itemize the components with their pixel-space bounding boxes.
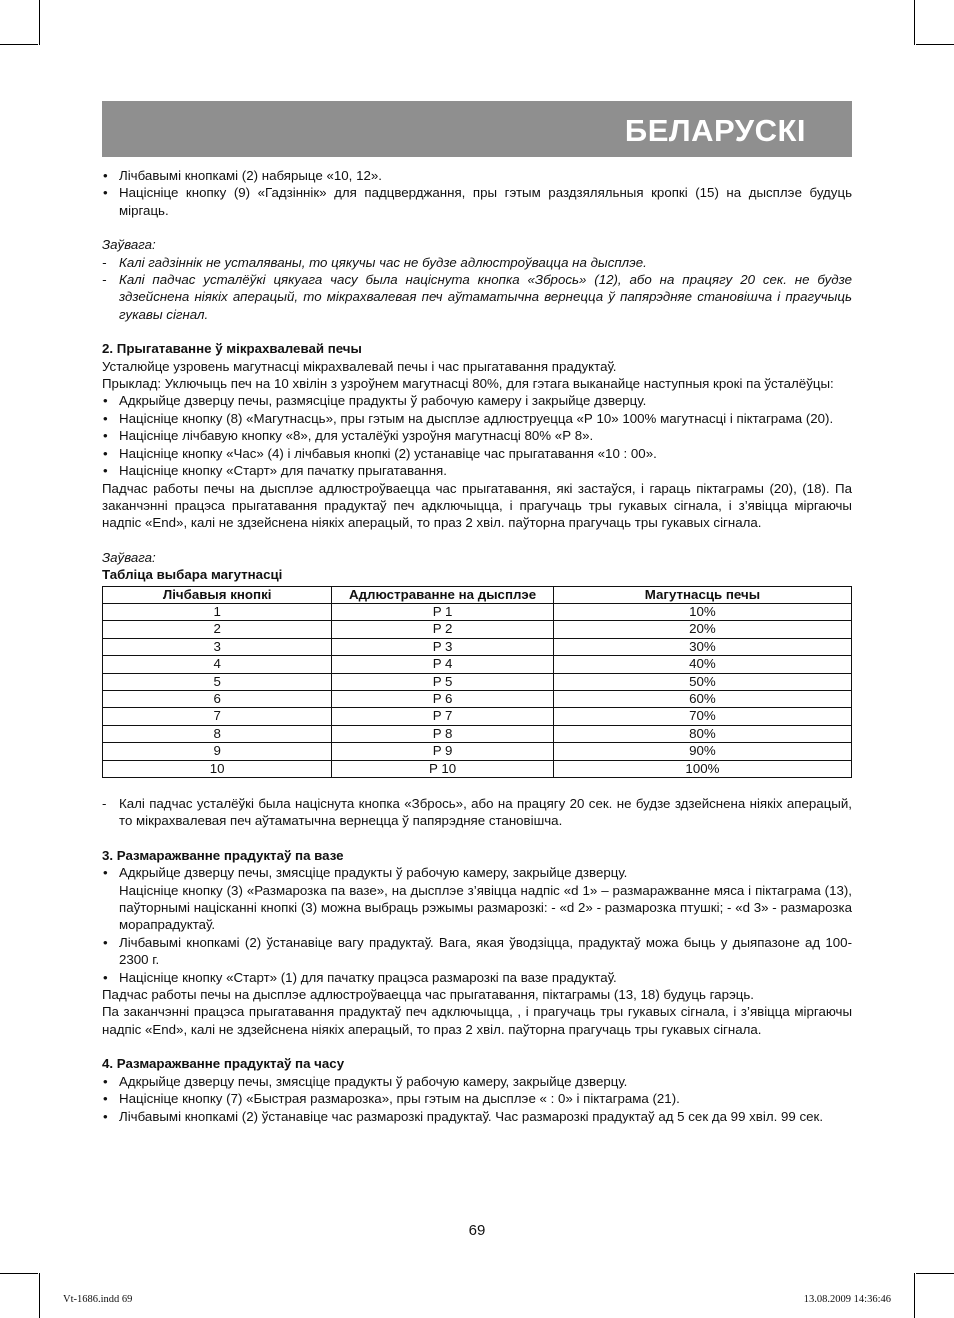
list-item: • Націсніце лічбавую кнопку «8», для усталёўкі узроўня магутнасці 80% «Р 8». — [102, 427, 852, 444]
page-content — [102, 167, 852, 1125]
table-row — [103, 725, 852, 742]
note-list — [102, 254, 852, 324]
footer-timestamp: 13.08.2009 14:36:46 — [803, 1294, 891, 1305]
steps-list — [102, 864, 852, 986]
table-cell: 70% — [553, 708, 851, 725]
section-heading: 2. Прыгатаванне ў мікрахвалевай печы — [102, 341, 362, 357]
crop-mark — [0, 1273, 38, 1274]
table-cell: 30% — [553, 638, 851, 655]
table-row — [103, 656, 852, 673]
section-heading: 4. Размаражванне прадуктаў па часу — [102, 1056, 345, 1072]
section-heading: 3. Размаражванне прадуктаў па вазе — [102, 847, 344, 863]
table-row — [103, 708, 852, 725]
intro-list — [102, 167, 852, 219]
table-row — [103, 638, 852, 655]
table-cell: P 5 — [332, 673, 554, 690]
table-cell: 80% — [553, 725, 851, 742]
table-cell: 50% — [553, 673, 851, 690]
page-number: 69 — [468, 1222, 486, 1239]
list-item — [102, 864, 852, 934]
table-cell: 2 — [103, 621, 332, 638]
steps-list — [102, 392, 852, 479]
list-item: - Калі падчас усталёўкі цякуага часу была націснута кнопка «Збрось» (12), або на працягу 20 сек. не будзе здзейснена ніякіх аперацый, то мікрахвалевая печ аўтаматычна вернецца ў папярэдняе становішча і прагучыць гукавы сігнал. — [102, 271, 852, 323]
table-cell: 9 — [103, 743, 332, 760]
table-cell: 6 — [103, 690, 332, 707]
note-label: Заўвага: — [102, 549, 156, 565]
crop-mark — [916, 44, 954, 45]
table-cell: 60% — [553, 690, 851, 707]
table-cell: 5 — [103, 673, 332, 690]
table-row — [103, 760, 852, 777]
table-header-row — [103, 586, 852, 603]
paragraph: Падчас работы печы на дысплэе адлюстроўваецца час прыгатавання, піктаграмы (13, 18) будуць гарэць. — [102, 987, 754, 1003]
paragraph: Прыклад: Уключыць печ на 10 хвілін з узроўнем магутнасці 80%, для гэтага выканайце наступныя крокі па ўсталёўцы: — [102, 376, 834, 392]
crop-mark — [916, 1273, 954, 1274]
table-note-list — [102, 795, 852, 830]
crop-mark — [39, 0, 40, 45]
note-label: Заўвага: — [102, 237, 156, 253]
table-cell: 20% — [553, 621, 851, 638]
table-cell: P 9 — [332, 743, 554, 760]
list-item: • Націсніце кнопку (7) «Быстрая размарозка», пры гэтым на дысплэе « : 0» і піктаграма (21). — [102, 1090, 852, 1107]
list-item-text: Адкрыйце дзверцу печы, змясціце прадукты ў рабочую камеру, закрыйце дзверцу. — [119, 865, 628, 881]
steps-list — [102, 1073, 852, 1125]
table-cell: P 7 — [332, 708, 554, 725]
table-cell: P 3 — [332, 638, 554, 655]
table-cell: 10% — [553, 603, 851, 620]
paragraph: Па заканчэнні працэса прыгатавання прадуктаў печ адключыцца, , і прагучаць тры гукавых сігнала, і з’явіцца міргаючы надпіс «End», калі не здзейснена ніякіх аперацый, то праз 2 хвіл. паўторна прагучаць тры гукавых сігнала. — [102, 1004, 852, 1037]
table-cell: P 2 — [332, 621, 554, 638]
list-item: • Адкрыйце дзверцу печы, змясціце прадукты ў рабочую камеру, закрыйце дзверцу. — [102, 1073, 852, 1090]
power-table — [102, 586, 852, 778]
table-cell: 1 — [103, 603, 332, 620]
table-cell: P 6 — [332, 690, 554, 707]
table-title: Табліца выбара магутнасці — [102, 567, 283, 583]
table-cell: 10 — [103, 760, 332, 777]
paragraph: Падчас работы печы на дысплэе адлюстроўваецца час прыгатавання, які застаўся, і гараць піктаграмы (20), (18). Па заканчэнні працэса прыгатавання прадуктаў печ адключыцца, і прагучаць тры гукавых сігнала, і з’явіцца міргаючы надпіс «End», калі не здзейснена ніякіх аперацый, то праз 2 хвіл. паўторна прагучаць тры гукавых сігнала. — [102, 480, 852, 531]
page-title: БЕЛАРУСКІ — [624, 113, 806, 148]
list-item: • Адкрыйце дзверцу печы, размясціце прадукты ў рабочую камеру і закрыйце дзверцу. — [102, 392, 852, 409]
table-row — [103, 690, 852, 707]
table-cell: 7 — [103, 708, 332, 725]
list-item: • Націсніце кнопку «Старт» (1) для пачатку працэса размарозкі па вазе прадуктаў. — [102, 969, 852, 986]
list-item: - Калі падчас усталёўкі была націснута кнопка «Збрось», або на працягу 20 сек. не будзе здзейснена ніякіх аперацый, то мікрахвалевая печ аўтаматычна вернецца ў папярэдняе становішча. — [102, 795, 852, 830]
table-row — [103, 743, 852, 760]
table-row — [103, 621, 852, 638]
table-cell: P 8 — [332, 725, 554, 742]
table-cell: P 4 — [332, 656, 554, 673]
crop-mark — [39, 1273, 40, 1318]
crop-mark — [914, 1273, 915, 1318]
table-cell: 3 — [103, 638, 332, 655]
crop-mark — [0, 44, 38, 45]
paragraph: Усталюйце узровень магутнасці мікрахвалевай печы і час прыгатавання прадуктаў. — [102, 358, 617, 374]
list-item: • Лічбавымі кнопкамі (2) ўстанавіце вагу прадуктаў. Вага, якая ўводзіцца, прадуктаў можа быць у дыяпазоне ад 100-2300 г. — [102, 934, 852, 969]
crop-mark — [914, 0, 915, 45]
table-header-cell: Магутнасць печы — [553, 586, 851, 603]
list-item: • Націсніце кнопку (9) «Гадзіннік» для падцверджання, пры гэтым раздзяляльныя кропкі (15) на дысплэе будуць міргаць. — [102, 184, 852, 219]
table-row — [103, 603, 852, 620]
list-item: • Націсніце кнопку «Старт» для пачатку прыгатавання. — [102, 462, 852, 479]
table-header-cell: Лічбавыя кнопкі — [103, 586, 332, 603]
list-item: • Лічбавымі кнопкамі (2) ўстанавіце час размарозкі прадуктаў. Час размарозкі прадуктаў ад 5 сек да 99 хвіл. 99 сек. — [102, 1108, 852, 1125]
table-cell: 40% — [553, 656, 851, 673]
footer-filename: Vt-1686.indd 69 — [63, 1294, 133, 1305]
language-header-bar — [102, 101, 852, 157]
list-item: • Націсніце кнопку «Час» (4) і лічбавыя кнопкі (2) устанавіце час прыгатавання «10 : 00». — [102, 445, 852, 462]
table-cell: 100% — [553, 760, 851, 777]
list-item: - Калі гадзіннік не усталяваны, то цякучы час не будзе адлюстроўвацца на дысплэе. — [102, 254, 852, 271]
table-cell: P 10 — [332, 760, 554, 777]
table-cell: 4 — [103, 656, 332, 673]
table-row — [103, 673, 852, 690]
list-item: • Націсніце кнопку (8) «Магутнасць», пры гэтым на дысплэе адлюструецца «Р 10» 100% магутнасці і піктаграма (20). — [102, 410, 852, 427]
table-cell: 8 — [103, 725, 332, 742]
table-header-cell: Адлюстраванне на дысплэе — [332, 586, 554, 603]
table-cell: P 1 — [332, 603, 554, 620]
list-item-continuation: Націсніце кнопку (3) «Размарозка па вазе», на дысплэе з’явіцца надпіс «d 1» – размаражванне мяса і піктаграма (13), паўторнымі націсканні кнопкі (3) можна выбраць рэжымы размарозкі: - «d 2» - размарозка птушкі; - «d 3» - размарозка морапрадуктаў. — [119, 882, 852, 933]
table-cell: 90% — [553, 743, 851, 760]
list-item: • Лічбавымі кнопкамі (2) набярыце «10, 12». — [102, 167, 852, 184]
